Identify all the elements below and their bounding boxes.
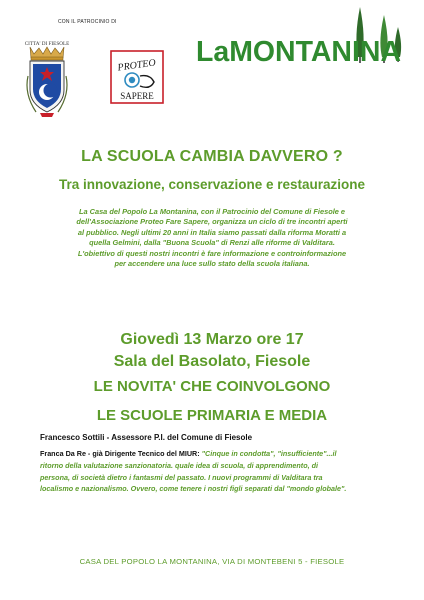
la-montanina-logo xyxy=(190,3,410,73)
event-place: Sala del Basolato, Fiesole xyxy=(113,353,311,370)
speaker-2 xyxy=(40,448,388,495)
crest-caption: CITTA' DI FIESOLE xyxy=(24,41,70,47)
intro-line: per accendere una luce sullo stato della scuola italiana. xyxy=(114,259,310,269)
intro-line: quella Gelmini, dalla "Buona Scuola" di Renzi alle riforme di Valditara. xyxy=(89,238,335,248)
event-title: LA SCUOLA CAMBIA DAVVERO ? xyxy=(81,148,343,165)
intro-line: al pubblico. Negli ultimi 20 anni in Italia siamo passati dalla riforma Moratti a xyxy=(77,227,347,237)
footer-address: CASA DEL POPOLO LA MONTANINA, VIA DI MONTEBENI 5 - FIESOLE xyxy=(79,557,345,566)
intro-paragraph xyxy=(44,207,380,269)
intro-line: La Casa del Popolo La Montanina, con il Patrocinio del Comune di Fiesole e xyxy=(78,207,346,216)
event-date: Giovedì 13 Marzo ore 17 xyxy=(120,331,304,348)
topic-line-2: LE SCUOLE PRIMARIA E MEDIA xyxy=(96,407,328,424)
event-subtitle: Tra innovazione, conservazione e restaurazione xyxy=(58,177,366,192)
brand-logo-text: LaMONTANINA xyxy=(196,36,402,68)
proteo-logo-top-text: PROTEO xyxy=(116,57,157,74)
proteo-logo-bottom-text: SAPERE xyxy=(120,91,154,101)
topic-line-1: LE NOVITA' CHE COINVOLGONO xyxy=(93,378,331,395)
intro-line: L'obiettivo di questi nostri incontri è fare informazione e controinformazione xyxy=(77,248,347,258)
proteo-sapere-logo xyxy=(110,50,164,104)
patronage-label: CON IL PATROCINIO DI xyxy=(58,19,117,25)
speaker-2-abstract-line: persona, di società dietro i fantasmi del passato. I nuovi programmi di Valditara tra xyxy=(40,472,323,482)
speaker-2-abstract-line: localismo e nazionalismo. Ovvero, come tenere i nostri figli separati dal "mondo globale". xyxy=(40,484,347,494)
speaker-1: Francesco Sottili - Assessore P.I. del Comune di Fiesole xyxy=(40,433,253,442)
intro-line: dell'Associazione Proteo Fare Sapere, organizza un ciclo di tre incontri aperti xyxy=(76,217,348,227)
speaker-2-name: Franca Da Re - già Dirigente Tecnico del MIUR: xyxy=(40,449,202,458)
fiesole-crest-logo xyxy=(22,36,72,124)
speaker-2-abstract-line: ritorno della valutazione sanzionatoria. quale idea di scuola, di apprendimento, di xyxy=(40,460,318,470)
speaker-2-abstract-line: "Cinque in condotta", "insufficiente"...il xyxy=(201,449,337,458)
speaker-2-first-line xyxy=(40,448,388,460)
